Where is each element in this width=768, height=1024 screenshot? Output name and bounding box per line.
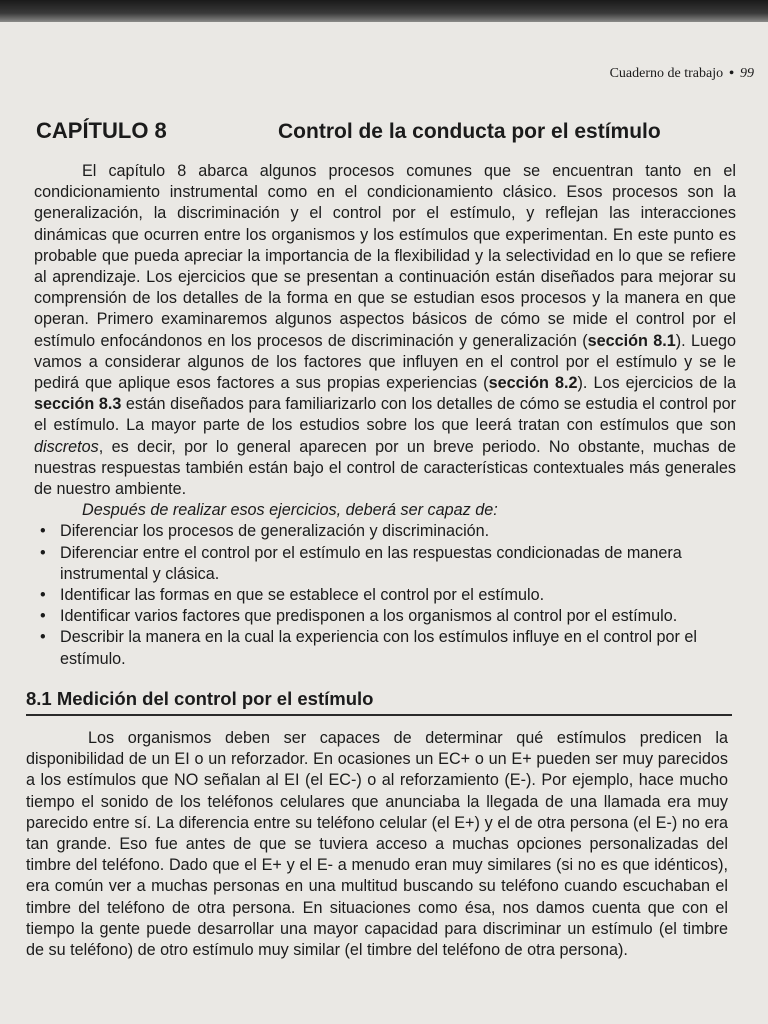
- chapter-intro: [34, 161, 736, 670]
- intro-paragraph: El capítulo 8 abarca algunos procesos comunes que se encuentran tanto en el condicionamiento instrumental como en el condicionamiento clásico. Esos procesos son la generalización, la discriminación y el control por el estímulo, y reflejan las interacciones dinámicas que ocurren entre los organismos y los estímulos que experimentan. En este punto es probable que pueda apreciar la importancia de la flexibilidad y la selectividad en lo que se refiere al aprendizaje. Los ejercicios que se presentan a continuación están diseñados para mejorar su comprensión de los detalles de la forma en que se estudian esos procesos y la manera en que operan. Primero examinaremos algunos aspectos básicos de cómo se mide el control por el estímulo enfocándonos en los procesos de discriminación y generalización (sección 8.1). Luego vamos a considerar algunos de los factores que influyen en el control por el estímulo y se le pedirá que aplique esos factores a sus propias experiencias (sección 8.2). Los ejercicios de la sección 8.3 están diseñados para familiarizarlo con los detalles de cómo se estudia el control por el estímulo. La mayor parte de los estudios sobre los que leerá tratan con estímulos que son discretos, es decir, por lo general aparecen por un breve periodo. No obstante, muchas de nuestras respuestas también están bajo el control de características contextuales más generales de nuestro ambiente.: [34, 162, 736, 499]
- list-item: • Diferenciar entre el control por el estímulo en las respuestas condicionadas de manera instrumental y clásica.: [40, 543, 682, 583]
- section-ref: sección 8.1: [587, 331, 676, 350]
- running-header-title: Cuaderno de trabajo: [609, 66, 724, 81]
- list-item: • Describir la manera en la cual la experiencia con los estímulos influye en el control por el estímulo.: [40, 628, 698, 668]
- list-item: • Diferenciar los procesos de generalización y discriminación.: [40, 522, 490, 541]
- section-paragraph: Los organismos deben ser capaces de determinar qué estímulos predicen la disponibilidad de un EI o un reforzador. En ocasiones un EC+ o un E+ pueden ser muy parecidos a los estímulos que NO señalan al EI (el EC-) o al reforzamiento (E-). Por ejemplo, hace mucho tiempo el sonido de los teléfonos celulares que anunciaba la llegada de una llamada era muy parecido entre sí. La diferencia entre su teléfono celular (el E+) y el de otra persona (el E-) no era tan grande. Eso fue antes de que se tuviera acceso a muchas opciones personalizadas del timbre del teléfono. Dado que el E+ y el E- a menudo eran muy similares (si no es que idénticos), era común ver a muchas personas en una multitud buscando su teléfono cuando escuchaban el timbre del teléfono de otra persona. En situaciones como ésa, nos damos cuenta que con el tiempo la gente puede desarrollar una mayor capacidad para discriminar un estímulo (el timbre de su teléfono) de otro estímulo muy similar (el timbre del teléfono de otra persona).: [26, 729, 728, 960]
- list-item: • Identificar varios factores que predisponen a los organismos al control por el estímulo.: [40, 607, 678, 626]
- objectives-list: [34, 521, 736, 669]
- chapter-title: Control de la conducta por el estímulo: [278, 120, 661, 143]
- emphasized-term: discretos: [34, 437, 99, 456]
- running-header: [610, 66, 754, 82]
- book-page: [26, 22, 754, 1024]
- list-item: • Identificar las formas en que se establece el control por el estímulo.: [40, 586, 545, 605]
- objectives-lead: Después de realizar esos ejercicios, deberá ser capaz de:: [82, 501, 498, 520]
- scanned-page-edge: [0, 0, 768, 22]
- section-title: 8.1 Medición del control por el estímulo: [26, 688, 374, 709]
- header-bullet: •: [729, 66, 734, 81]
- section-heading: [26, 688, 732, 716]
- section-ref: sección 8.3: [34, 395, 122, 414]
- chapter-label: CAPÍTULO 8: [36, 118, 167, 143]
- section-ref: sección 8.2: [488, 374, 578, 393]
- page-number: 99: [740, 66, 754, 81]
- section-body: [26, 728, 728, 961]
- chapter-heading: [36, 118, 736, 150]
